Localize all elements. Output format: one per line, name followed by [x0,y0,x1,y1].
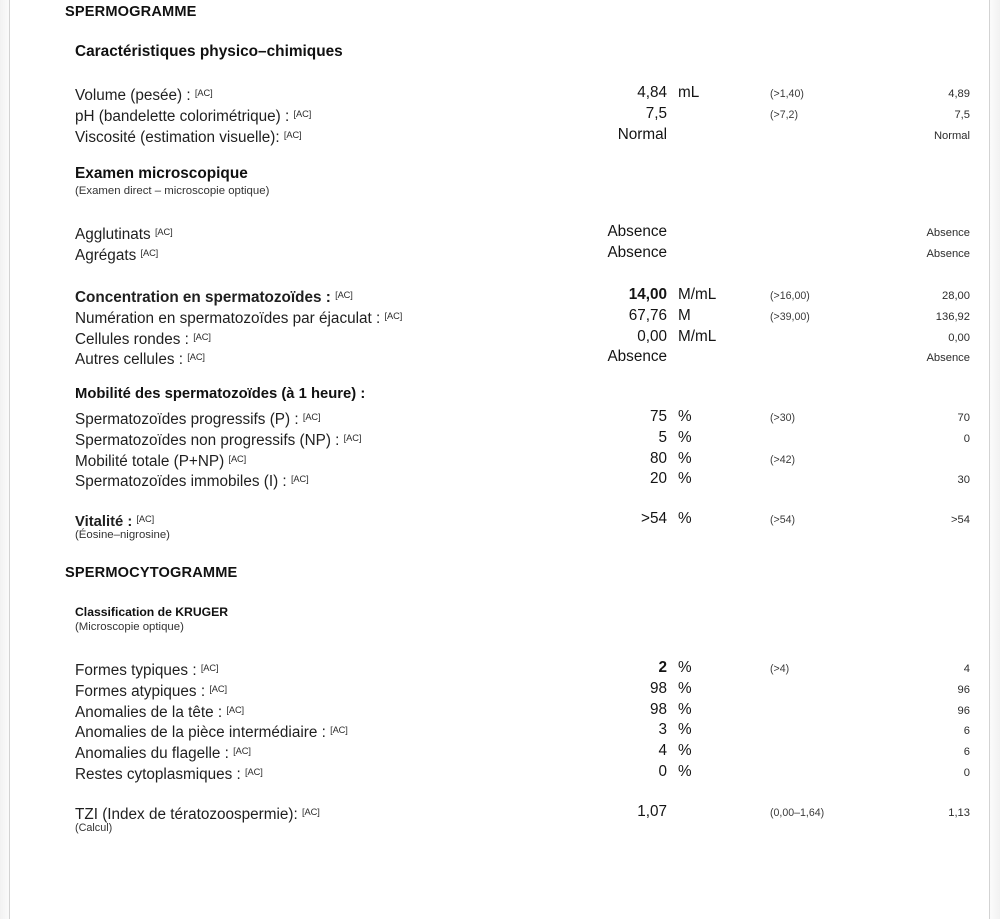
row-previous: 96 [957,704,970,717]
ac-marker: [AC] [187,352,205,363]
subheading-kruger: (Microscopie optique) [75,621,184,633]
group-kruger [75,658,989,783]
table-row [75,347,989,368]
group-tzi [75,802,989,834]
ac-marker: [AC] [283,129,302,140]
row-label: Agglutinats [AC] [75,226,173,243]
subheading-vitalite: (Éosine–nigrosine) [75,529,170,541]
row-value: Absence [607,223,667,240]
row-previous: 28,00 [942,290,970,302]
table-row [75,762,989,783]
ac-marker: [AC] [154,227,173,237]
row-previous: 7,5 [954,108,970,121]
subheading-examen-microscopique: (Examen direct – microscopie optique) [75,185,270,197]
row-unit: % [678,721,692,739]
row-previous: 96 [957,683,970,696]
row-value: 20 [649,470,667,488]
row-value: Absence [607,348,667,366]
row-unit: % [678,742,692,760]
row-previous: 30 [957,474,970,487]
row-previous: 6 [963,746,970,759]
table-row [75,306,989,327]
row-value: 98 [649,679,667,697]
table-row [75,679,989,700]
heading-kruger: Classification de KRUGER [75,605,229,619]
table-row [75,700,989,721]
ac-marker: [AC] [226,704,245,715]
table-row [75,104,989,125]
group-concentration [75,285,989,368]
row-label: Restes cytoplasmiques : [AC] [75,765,263,783]
ac-marker: [AC] [136,514,155,524]
row-reference: (0,00–1,64) [770,807,825,819]
ac-marker: [AC] [302,412,321,422]
row-label: Anomalies du flagelle : [AC] [75,745,251,763]
subheading-tzi: (Calcul) [75,822,113,834]
row-reference: (>30) [770,412,796,424]
row-label: Formes typiques : [AC] [75,662,219,679]
group-physico-chimiques [75,83,989,145]
table-row [75,327,989,348]
ac-marker: [AC] [293,108,312,119]
table-row [75,125,989,146]
row-value: 0,00 [637,327,667,345]
row-value: 67,76 [628,306,667,324]
row-label: Spermatozoïdes progressifs (P) : [AC] [75,411,321,428]
row-value: >54 [641,510,667,527]
row-label: Agrégats [AC] [75,246,159,264]
row-label: Viscosité (estimation visuelle): [AC] [75,128,302,146]
table-row [75,469,989,490]
row-reference: (>42) [770,453,796,466]
row-unit: M/mL [678,286,717,303]
row-previous: 136,92 [935,310,970,323]
row-value: 3 [658,721,667,739]
row-label: pH (bandelette colorimétrique) : [AC] [75,107,312,125]
row-previous: 0 [963,432,970,445]
row-reference: (>16,00) [770,290,810,302]
row-value: 2 [658,659,667,676]
ac-marker: [AC] [200,663,219,673]
row-previous: 4,89 [948,88,970,100]
table-row [75,509,989,530]
row-reference: (>1,40) [770,88,804,100]
ac-marker: [AC] [193,331,211,342]
page-title-spermocytogramme: SPERMOCYTOGRAMME [65,565,238,581]
row-label: Formes atypiques : [AC] [75,682,228,700]
ac-marker: [AC] [209,683,228,694]
row-value: 1,07 [637,803,667,820]
row-reference: (>39,00) [770,310,810,323]
ac-marker: [AC] [343,432,362,443]
row-label: Concentration en spermatozoïdes : [AC] [75,289,353,306]
row-value: 7,5 [645,104,667,122]
row-unit: % [678,428,692,446]
row-value: 80 [649,449,667,467]
ac-marker: [AC] [302,807,320,817]
row-previous: Absence [926,227,970,239]
row-label: Anomalies de la pièce intermédiaire : [AC] [75,724,348,742]
ac-marker: [AC] [290,474,309,485]
table-row [75,741,989,762]
row-previous: 1,13 [948,807,970,819]
table-row [75,83,989,104]
row-previous: 70 [957,412,970,424]
row-unit: % [678,700,692,718]
ac-marker: [AC] [228,453,247,464]
row-value: 4 [658,742,667,760]
row-value: 98 [649,700,667,718]
table-row [75,285,989,306]
row-label: Volume (pesée) : [AC] [75,87,213,104]
ac-marker: [AC] [384,310,403,321]
page-right-rule [989,0,990,919]
ac-marker: [AC] [233,746,251,757]
group-vitalite [75,509,989,541]
table-row [75,658,989,679]
report-sheet [10,0,989,919]
row-unit: % [678,762,692,780]
row-previous: Absence [926,352,970,365]
row-unit: % [678,659,692,676]
row-previous: Absence [926,247,970,260]
row-label: Spermatozoïdes immobiles (I) : [AC] [75,473,309,491]
group-examen-microscopique [75,222,989,264]
ac-marker: [AC] [140,247,159,258]
heading-physico-chimiques: Caractéristiques physico–chimiques [75,43,343,60]
row-label: Vitalité : [AC] [75,514,155,530]
row-value: Normal [617,125,667,143]
row-previous: Normal [933,129,970,142]
page-right-shade [990,0,1000,919]
row-unit: % [678,449,692,467]
table-row [75,802,989,823]
ac-marker: [AC] [245,766,263,777]
heading-mobilite: Mobilité des spermatozoïdes (à 1 heure) : [75,386,366,402]
row-label: TZI (Index de tératozoospermie): [AC] [75,806,320,823]
row-value: Absence [607,243,667,261]
table-row [75,720,989,741]
row-label: Spermatozoïdes non progressifs (NP) : [AC] [75,431,362,449]
row-label: Autres cellules : [AC] [75,351,205,369]
row-previous: 6 [963,725,970,738]
row-value: 4,84 [637,84,667,101]
ac-marker: [AC] [330,725,348,736]
row-label: Numération en spermatozoïdes par éjaculat : [AC] [75,309,403,327]
ac-marker: [AC] [194,88,213,98]
row-value: 14,00 [628,286,667,303]
ac-marker: [AC] [335,290,353,300]
table-row [75,407,989,428]
row-unit: % [678,408,692,425]
row-unit: M [678,306,691,324]
row-reference: (>4) [770,663,790,675]
table-row [75,243,989,264]
row-unit: % [678,679,692,697]
row-label: Mobilité totale (P+NP) [AC] [75,452,247,470]
row-value: 5 [658,428,667,446]
row-unit: % [678,510,692,527]
row-label: Cellules rondes : [AC] [75,330,211,348]
row-label: Anomalies de la tête : [AC] [75,703,245,721]
row-unit: M/mL [678,327,717,345]
group-mobilite [75,407,989,490]
page-left-shade [0,0,9,919]
row-reference: (>7,2) [770,108,798,121]
row-value: 0 [658,762,667,780]
row-value: 75 [649,408,667,425]
row-unit: mL [678,84,700,101]
table-row [75,428,989,449]
page-title-spermogramme: SPERMOGRAMME [65,4,197,20]
heading-examen-microscopique: Examen microscopique [75,165,248,182]
row-previous: 0 [963,766,970,779]
table-row [75,222,989,243]
row-previous: 0,00 [948,331,970,344]
row-previous: >54 [951,514,970,526]
row-unit: % [678,470,692,488]
row-reference: (>54) [770,514,796,526]
table-row [75,449,989,470]
row-previous: 4 [963,663,970,675]
